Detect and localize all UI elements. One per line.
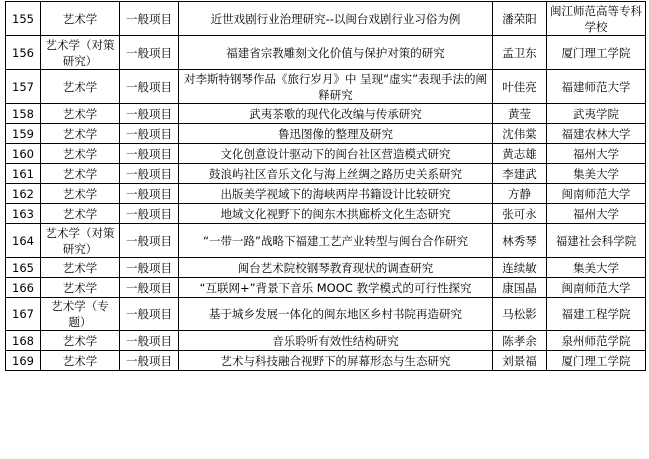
institution-cell: 闽江师范高等专科学校: [547, 2, 646, 36]
institution-cell: 集美大学: [547, 258, 646, 278]
institution-cell: 厦门理工学院: [547, 351, 646, 371]
row-number: 166: [6, 278, 41, 298]
applicant-name-cell: 刘景福: [493, 351, 547, 371]
table-row: [6, 298, 646, 331]
row-number: 161: [6, 164, 41, 184]
row-number: 160: [6, 144, 41, 164]
project-type-cell: 一般项目: [120, 36, 179, 70]
project-title-cell: 艺术与科技融合视野下的屏幕形态与生态研究: [179, 351, 493, 371]
project-table: [5, 1, 646, 371]
institution-cell: 福州大学: [547, 204, 646, 224]
category-cell: 艺术学: [41, 278, 120, 298]
category-cell: 艺术学: [41, 351, 120, 371]
applicant-name-cell: 黄莹: [493, 104, 547, 124]
institution-cell: 福州大学: [547, 144, 646, 164]
table-row: [6, 164, 646, 184]
applicant-name-cell: 沈伟棠: [493, 124, 547, 144]
project-type-cell: 一般项目: [120, 224, 179, 258]
project-type-cell: 一般项目: [120, 184, 179, 204]
table-row: [6, 184, 646, 204]
project-type-cell: 一般项目: [120, 124, 179, 144]
table-row: [6, 258, 646, 278]
row-number: 158: [6, 104, 41, 124]
applicant-name-cell: 康国晶: [493, 278, 547, 298]
applicant-name-cell: 张可永: [493, 204, 547, 224]
applicant-name-cell: 马松影: [493, 298, 547, 331]
project-title-cell: 基于城乡发展一体化的闽东地区乡村书院再造研究: [179, 298, 493, 331]
project-type-cell: 一般项目: [120, 70, 179, 104]
category-cell: 艺术学: [41, 184, 120, 204]
applicant-name-cell: 叶佳亮: [493, 70, 547, 104]
table-row: [6, 36, 646, 70]
table-row: [6, 351, 646, 371]
category-cell: 艺术学: [41, 104, 120, 124]
applicant-name-cell: 李建武: [493, 164, 547, 184]
row-number: 155: [6, 2, 41, 36]
project-title-cell: 文化创意设计驱动下的闽台社区营造模式研究: [179, 144, 493, 164]
applicant-name-cell: 陈孝余: [493, 331, 547, 351]
project-title-cell: 音乐聆听有效性结构研究: [179, 331, 493, 351]
row-number: 157: [6, 70, 41, 104]
table-row: [6, 2, 646, 36]
institution-cell: 集美大学: [547, 164, 646, 184]
table-row: [6, 204, 646, 224]
row-number: 159: [6, 124, 41, 144]
category-cell: 艺术学: [41, 124, 120, 144]
project-type-cell: 一般项目: [120, 278, 179, 298]
institution-cell: 厦门理工学院: [547, 36, 646, 70]
category-cell: 艺术学（专题）: [41, 298, 120, 331]
project-type-cell: 一般项目: [120, 164, 179, 184]
category-cell: 艺术学（对策研究）: [41, 224, 120, 258]
category-cell: 艺术学: [41, 204, 120, 224]
table-row: [6, 70, 646, 104]
row-number: 169: [6, 351, 41, 371]
project-type-cell: 一般项目: [120, 331, 179, 351]
table-row: [6, 124, 646, 144]
table-row: [6, 331, 646, 351]
institution-cell: 福建社会科学院: [547, 224, 646, 258]
applicant-name-cell: 孟卫东: [493, 36, 547, 70]
row-number: 163: [6, 204, 41, 224]
category-cell: 艺术学: [41, 258, 120, 278]
project-title-cell: 闽台艺术院校钢琴教育现状的调查研究: [179, 258, 493, 278]
row-number: 167: [6, 298, 41, 331]
institution-cell: 闽南师范大学: [547, 184, 646, 204]
project-type-cell: 一般项目: [120, 298, 179, 331]
table-row: [6, 104, 646, 124]
project-title-cell: 出版美学视域下的海峡两岸书籍设计比较研究: [179, 184, 493, 204]
project-type-cell: 一般项目: [120, 258, 179, 278]
project-type-cell: 一般项目: [120, 204, 179, 224]
institution-cell: 闽南师范大学: [547, 278, 646, 298]
project-title-cell: 地域文化视野下的闽东木拱廊桥文化生态研究: [179, 204, 493, 224]
applicant-name-cell: 方静: [493, 184, 547, 204]
category-cell: 艺术学: [41, 164, 120, 184]
project-type-cell: 一般项目: [120, 104, 179, 124]
project-type-cell: 一般项目: [120, 2, 179, 36]
applicant-name-cell: 连续敏: [493, 258, 547, 278]
row-number: 165: [6, 258, 41, 278]
institution-cell: 泉州师范学院: [547, 331, 646, 351]
project-title-cell: 鲁迅图像的整理及研究: [179, 124, 493, 144]
table-row: [6, 144, 646, 164]
project-title-cell: “互联网+”背景下音乐 MOOC 教学模式的可行性探究: [179, 278, 493, 298]
institution-cell: 福建农林大学: [547, 124, 646, 144]
table-row: [6, 224, 646, 258]
applicant-name-cell: 林秀琴: [493, 224, 547, 258]
category-cell: 艺术学: [41, 331, 120, 351]
category-cell: 艺术学: [41, 70, 120, 104]
applicant-name-cell: 潘荣阳: [493, 2, 547, 36]
project-type-cell: 一般项目: [120, 144, 179, 164]
institution-cell: 福建师范大学: [547, 70, 646, 104]
project-title-cell: “一带一路”战略下福建工艺产业转型与闽台合作研究: [179, 224, 493, 258]
table-row: [6, 278, 646, 298]
row-number: 168: [6, 331, 41, 351]
row-number: 162: [6, 184, 41, 204]
applicant-name-cell: 黄志雄: [493, 144, 547, 164]
project-title-cell: 对李斯特钢琴作品《旅行岁月》中 呈现“虚实”表现手法的阐释研究: [179, 70, 493, 104]
institution-cell: 福建工程学院: [547, 298, 646, 331]
category-cell: 艺术学: [41, 2, 120, 36]
project-title-cell: 鼓浪屿社区音乐文化与海上丝绸之路历史关系研究: [179, 164, 493, 184]
row-number: 156: [6, 36, 41, 70]
project-title-cell: 福建省宗教雕刻文化价值与保护对策的研究: [179, 36, 493, 70]
institution-cell: 武夷学院: [547, 104, 646, 124]
category-cell: 艺术学: [41, 144, 120, 164]
project-type-cell: 一般项目: [120, 351, 179, 371]
row-number: 164: [6, 224, 41, 258]
project-title-cell: 近世戏剧行业治理研究--以闽台戏剧行业习俗为例: [179, 2, 493, 36]
category-cell: 艺术学（对策研究）: [41, 36, 120, 70]
project-title-cell: 武夷茶歌的现代化改编与传承研究: [179, 104, 493, 124]
